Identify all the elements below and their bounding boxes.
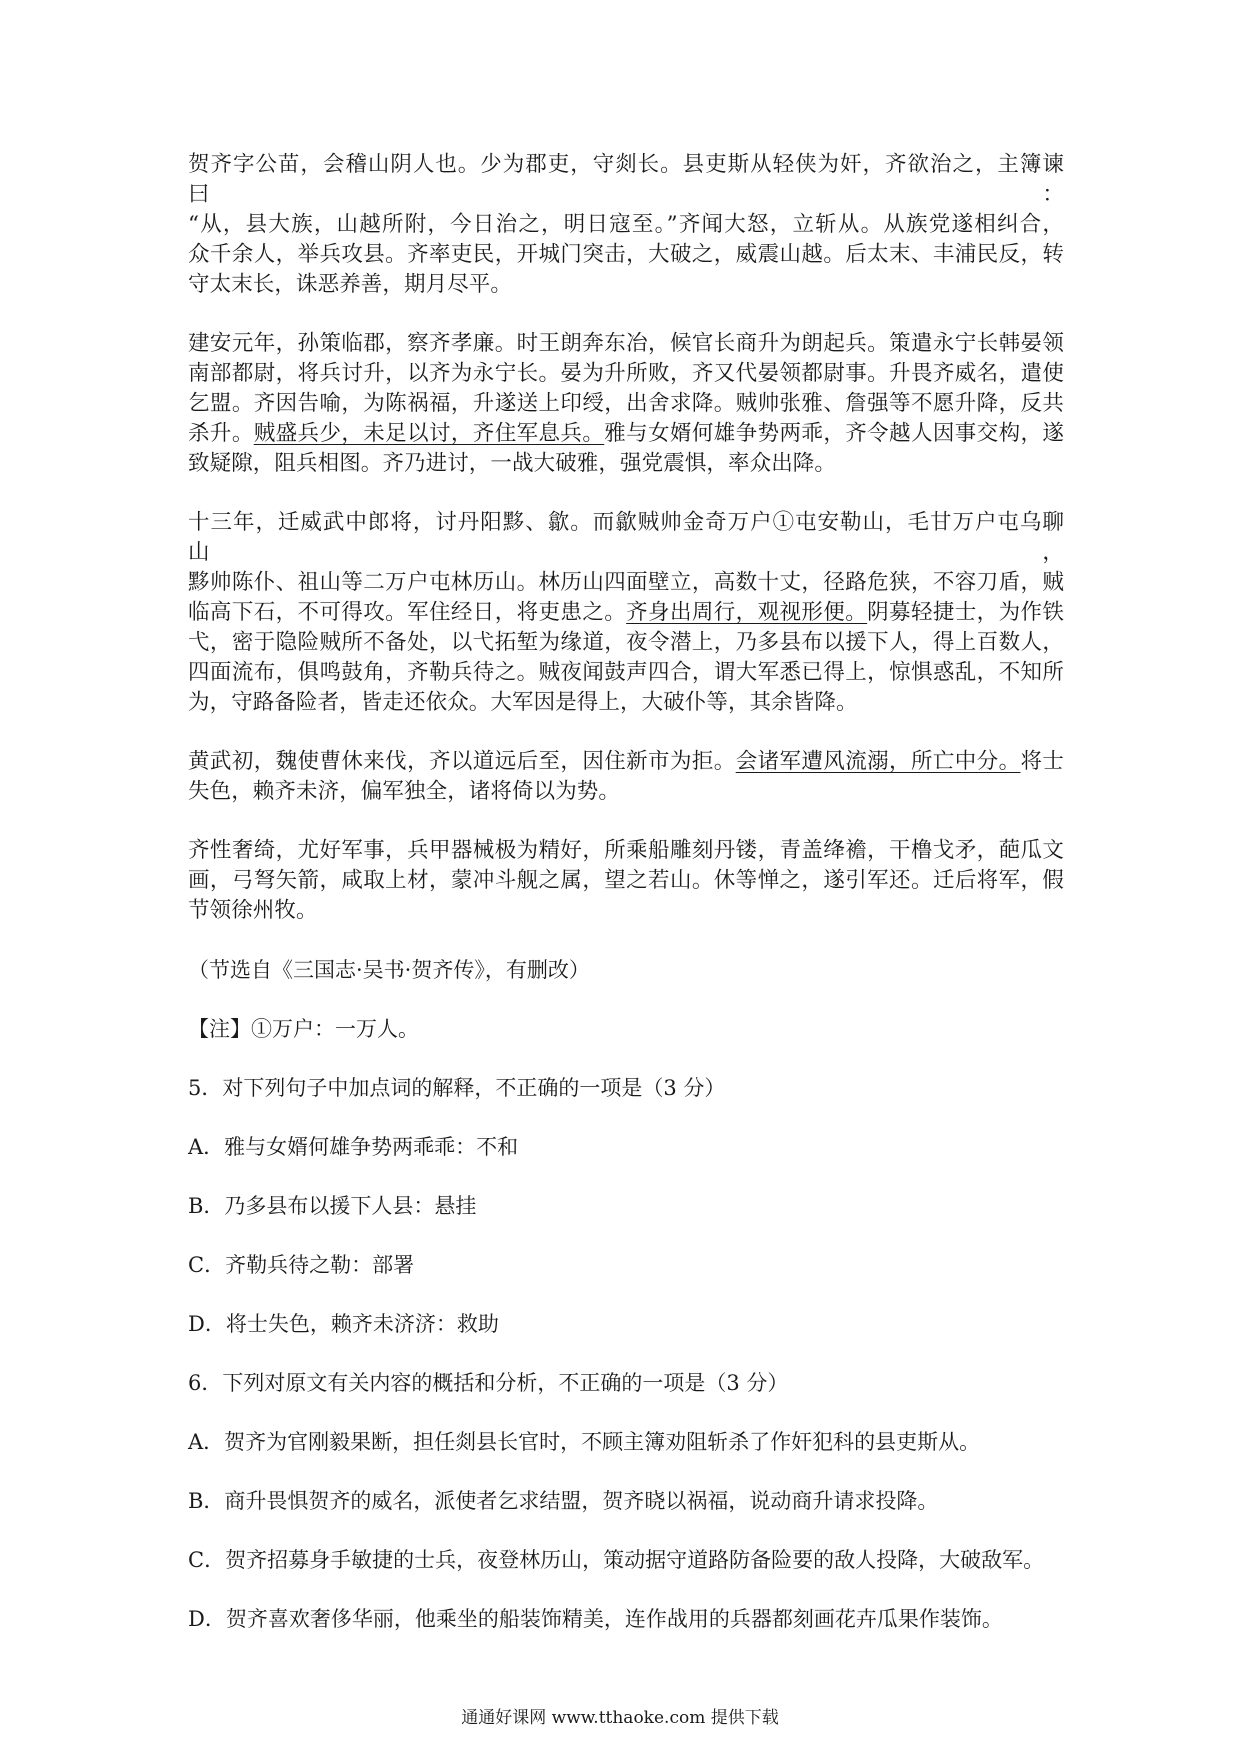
passage-paragraph-4 [188, 747, 1064, 807]
text-line: 齐性奢绮，尤好军事，兵甲器械极为精好，所乘船雕刻丹镂，青盖绛襜，干橹戈矛，葩瓜文 [188, 838, 1064, 863]
document-body [188, 150, 1064, 1663]
text-segment: 雅与女婿何雄争势两乖，齐令越人因事交构，遂 [604, 421, 1064, 446]
question-5-option-b: B．乃多县布以援下人县：悬挂 [188, 1194, 477, 1218]
question-6-option-c: C．贺齐招募身手敏捷的士兵，夜登林历山，策动据守道路防备险要的敌人投降，大破敌军。 [188, 1548, 1045, 1572]
text-line: 为，守路备险者，皆走还依众。大军因是得上，大破仆等，其余皆降。 [188, 690, 858, 715]
passage-paragraph-5 [188, 836, 1064, 926]
text-line: 节领徐州牧。 [188, 898, 318, 923]
text-segment: 黄武初，魏使曹休来伐，齐以道远后至，因住新市为拒。 [188, 749, 736, 774]
text-line: 乞盟。齐因告喻，为陈祸福，升遂送上印绶，出舍求降。贼帅张雅、詹强等不愿升降，反共 [188, 391, 1064, 416]
text-line: 致疑隙，阻兵相图。齐乃进讨，一战大破雅，强党震惧，率众出降。 [188, 451, 837, 476]
question-5-option-d: D．将士失色，赖齐未济济：救助 [188, 1312, 499, 1336]
question-6-option-a: A．贺齐为官刚毅果断，担任剡县长官时，不顾主簿劝阻斩杀了作奸犯科的县吏斯从。 [188, 1430, 981, 1454]
text-line: 守太末长，诛恶养善，期月尽平。 [188, 272, 513, 297]
question-6-stem: 6．下列对原文有关内容的概括和分析，不正确的一项是（3 分） [188, 1371, 789, 1395]
text-line: 黟帅陈仆、祖山等二万户屯林历山。林历山四面壁立，高数十丈，径路危狭，不容刀盾，贼 [188, 570, 1064, 595]
text-line: 南部都尉，将兵讨升，以齐为永宁长。晏为升所败，齐又代晏领都尉事。升畏齐威名，遣使 [188, 361, 1064, 386]
underlined-sentence: 会诸军遭风流溺，所亡中分。 [735, 749, 1021, 774]
text-line [188, 598, 1064, 628]
text-line: 贺齐字公苗，会稽山阴人也。少为郡吏，守剡长。县吏斯从轻侠为奸，齐欲治之，主簿谏曰： [188, 152, 1064, 207]
text-line: “从，县大族，山越所附，今日治之，明日寇至。”齐闻大怒，立斩从。从族党遂相纠合， [188, 212, 1064, 237]
source-citation: （节选自《三国志·吴书·贺齐传》，有删改） [188, 958, 590, 982]
text-line: 十三年，迁威武中郎将，讨丹阳黟、歙。而歙贼帅金奇万户①屯安勒山，毛甘万户屯乌聊山， [188, 510, 1064, 565]
text-line [188, 419, 1064, 449]
underlined-sentence: 贼盛兵少，未足以讨，齐住军息兵。 [253, 421, 605, 446]
text-line: 弋，密于隐险贼所不备处，以弋拓堑为缘道，夜令潜上，乃多县布以援下人，得上百数人， [188, 630, 1064, 655]
text-segment: 将士 [1020, 749, 1064, 774]
underlined-sentence: 齐身出周行，观视形便。 [626, 600, 868, 625]
text-line: 众千余人，举兵攻县。齐率吏民，开城门突击，大破之，威震山越。后太末、丰浦民反，转 [188, 242, 1064, 267]
text-line: 画，弓弩矢箭，咸取上材，蒙冲斗舰之属，望之若山。休等惮之，遂引军还。迁后将军，假 [188, 868, 1064, 893]
text-line: 建安元年，孙策临郡，察齐孝廉。时王朗奔东冶，候官长商升为朗起兵。策遣永宁长韩晏领 [188, 331, 1064, 356]
question-5-option-c: C．齐勒兵待之勒：部署 [188, 1253, 415, 1277]
text-line: 失色，赖齐未济，偏军独全，诸将倚以为势。 [188, 779, 621, 804]
footer-credit: 通通好课网 www.tthaoke.com 提供下载 [461, 1708, 779, 1728]
text-line [188, 747, 1064, 777]
question-5-option-a: A．雅与女婿何雄争势两乖乖：不和 [188, 1135, 519, 1159]
question-6-option-b: B．商升畏惧贺齐的威名，派使者乞求结盟，贺齐晓以祸福，说动商升请求投降。 [188, 1489, 939, 1513]
passage-paragraph-1 [188, 150, 1064, 300]
passage-paragraph-2 [188, 329, 1064, 479]
passage-paragraph-3 [188, 508, 1064, 718]
text-segment: 阴募轻捷士，为作铁 [867, 600, 1064, 625]
text-segment: 杀升。 [188, 421, 254, 446]
text-segment: 临高下石，不可得攻。军住经日，将吏患之。 [188, 600, 627, 625]
text-line: 四面流布，俱鸣鼓角，齐勒兵待之。贼夜闻鼓声四合，谓大军悉已得上，惊惧惑乱，不知所 [188, 660, 1064, 685]
question-5-stem: 5．对下列句子中加点词的解释，不正确的一项是（3 分） [188, 1076, 726, 1100]
question-6-option-d: D．贺齐喜欢奢侈华丽，他乘坐的船装饰精美，连作战用的兵器都刻画花卉瓜果作装饰。 [188, 1607, 1003, 1631]
annotation-note: 【注】①万户：一万人。 [188, 1017, 419, 1041]
